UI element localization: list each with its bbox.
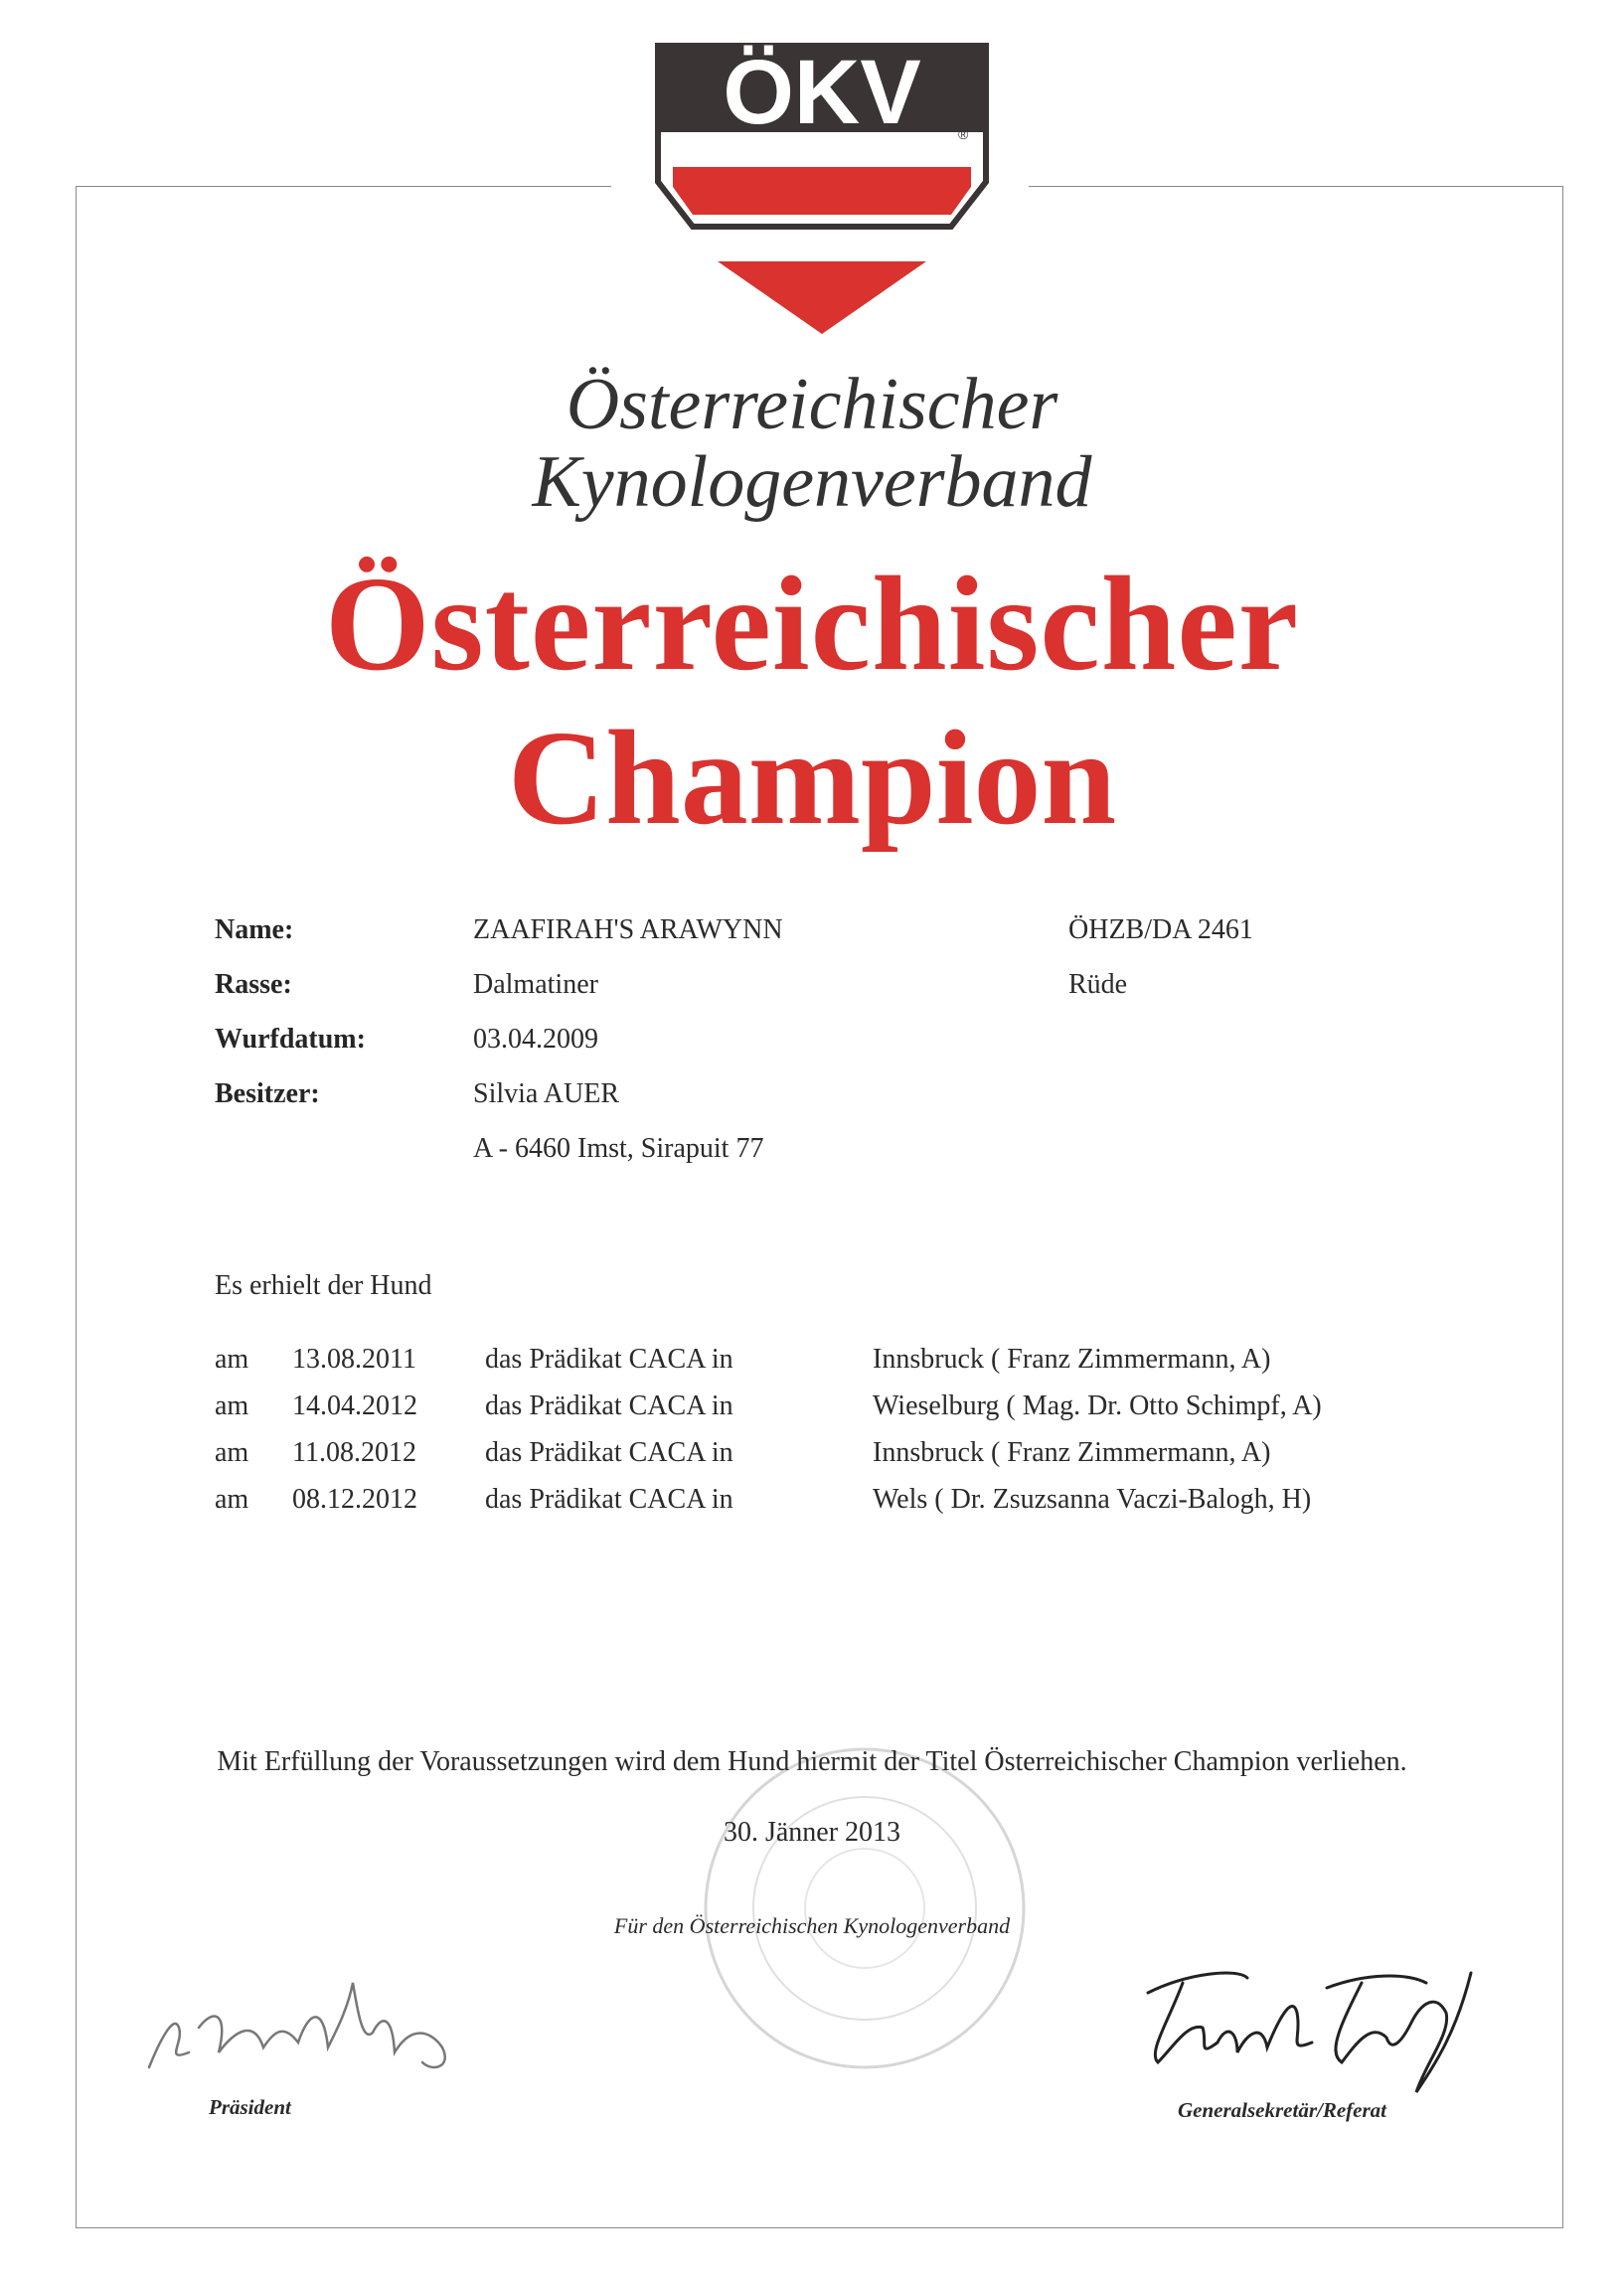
title-line2: Champion xyxy=(507,704,1117,853)
award-predicate: das Prädikat CACA in xyxy=(485,1344,733,1375)
org-name-line1: Österreichischer xyxy=(566,364,1058,445)
sex-value: Rüde xyxy=(1068,969,1128,1000)
breed-label: Rasse: xyxy=(215,969,292,1000)
on-behalf-note: Für den Österreichischen Kynologenverband xyxy=(613,1913,1011,1938)
secretary-label: Generalsekretär/Referat xyxy=(1178,2098,1386,2122)
owner-name: Silvia AUER xyxy=(473,1078,620,1109)
secretary-signature xyxy=(1128,1953,1486,2102)
birth-label: Wurfdatum: xyxy=(215,1024,366,1055)
award-place: Innsbruck ( Franz Zimmermann, A) xyxy=(873,1437,1271,1468)
award-place: Wieselburg ( Mag. Dr. Otto Schimpf, A) xyxy=(873,1390,1322,1421)
award-prefix: am xyxy=(215,1390,249,1421)
issue-date: 30. Jänner 2013 xyxy=(723,1817,901,1848)
official-seal xyxy=(696,1739,1034,2077)
breed-value: Dalmatiner xyxy=(473,969,598,1000)
conclusion-text: Mit Erfüllung der Voraussetzungen wird dem Hund hiermit der Titel Österreichischer Champion verliehen. xyxy=(217,1746,1407,1777)
award-prefix: am xyxy=(215,1344,249,1375)
president-signature xyxy=(134,1973,482,2082)
president-label: Präsident xyxy=(209,2095,291,2119)
birth-value: 03.04.2009 xyxy=(473,1024,598,1055)
award-predicate: das Prädikat CACA in xyxy=(485,1390,733,1421)
award-place: Wels ( Dr. Zsuzsanna Vaczi-Balogh, H) xyxy=(873,1484,1312,1515)
awards-intro: Es erhielt der Hund xyxy=(215,1270,432,1301)
title-line1: Österreichischer xyxy=(324,550,1300,699)
award-date: 08.12.2012 xyxy=(292,1484,417,1515)
award-place: Innsbruck ( Franz Zimmermann, A) xyxy=(873,1344,1271,1375)
registered-mark: ® xyxy=(958,126,969,142)
award-date: 11.08.2012 xyxy=(292,1437,416,1468)
award-predicate: das Prädikat CACA in xyxy=(485,1437,733,1468)
award-prefix: am xyxy=(215,1484,249,1515)
name-label: Name: xyxy=(215,914,294,945)
award-prefix: am xyxy=(215,1437,249,1468)
owner-label: Besitzer: xyxy=(215,1078,320,1109)
okv-logo xyxy=(648,38,996,346)
award-date: 13.08.2011 xyxy=(292,1344,416,1375)
org-name-line2: Kynologenverband xyxy=(532,441,1092,523)
name-value: ZAAFIRAH'S ARAWYNN xyxy=(473,914,783,945)
award-predicate: das Prädikat CACA in xyxy=(485,1484,733,1515)
owner-address: A - 6460 Imst, Sirapuit 77 xyxy=(473,1133,764,1164)
logo-text: ÖKV xyxy=(723,42,921,143)
award-date: 14.04.2012 xyxy=(292,1390,417,1421)
registry-number: ÖHZB/DA 2461 xyxy=(1068,914,1253,945)
